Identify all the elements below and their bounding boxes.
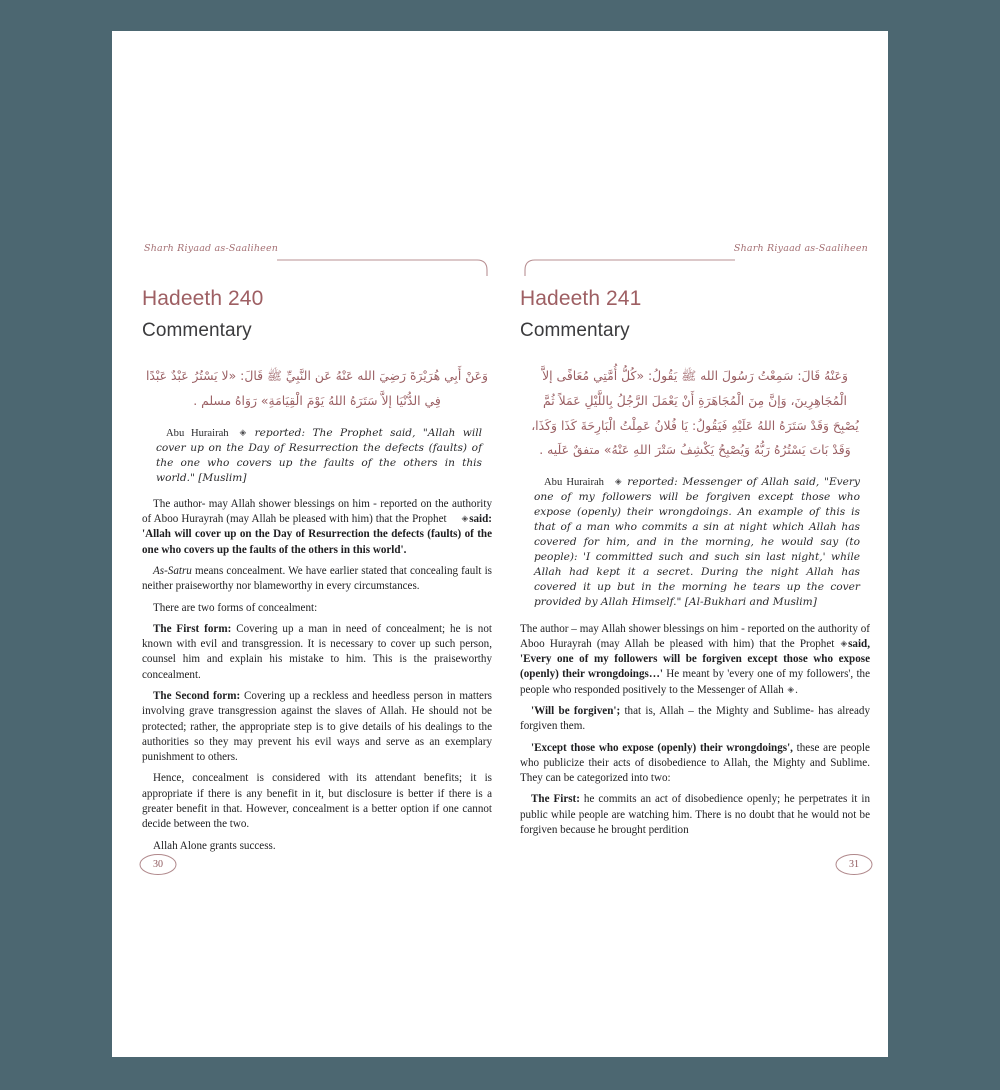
arabic-hadeeth-right [520,364,870,463]
folio-right [834,852,874,877]
arabic-line: الْمُجَاهِرِينَ، وَإنَّ مِنَ الْمُجَاهَرَةِ أَنْ يَعْمَلَ الرَّجُلُ بِاللَّيْلِ عَمَلاً ثُمَّ [543,392,847,408]
translation-text: reported: Messenger of Allah said, "Every one of my followers will be forgiven except those who expose (openly) their wrongdoings. An example of this is that of a man who commits a sin at night which Allah has covered for him, and in the morning, he would say (to people): 'I committed such and such sin last night,' while Allah had kept it a secret. During the night Allah has covered it up but in the morning he tears up the cover provided by Allah Himself." [Al-Bukhari and Muslim] [534,476,860,609]
hadeeth-translation-right [520,475,870,610]
header-rule-left [277,255,492,277]
folio-left [138,852,178,877]
book-page-right [520,243,870,870]
section-title-left: Commentary [142,320,252,342]
book-spread [112,31,888,1057]
arabic-line: وَعَنْ أَبِي هُرَيْرَةَ رَضِيَ الله عَنْهُ عَن النَّبِيِّ ﷺ قَالَ: «لا يَسْتُرُ عَبْدٌ عَبْدًا [145,367,489,383]
paragraph: The author- may Allah shower blessings on him - reported on the authority of Aboo Hurayrah (may Allah be pleased with him) that the Prophet ◈said: 'Allah will cover up on the Day of Resurrection the defects (faults) of the one who covers up the faults of the others in this world'. [142,497,492,556]
paragraph: The First: he commits an act of disobedience openly; he perpetrates it in public while people are watching him. There is no doubt that he would not be forgiven because he brought perdition [520,793,870,837]
translation-text: reported: The Prophet said, "Allah will cover up on the Day of Resurrection the defects (faults) of the one who covers up the faults of the others in this world." [Muslim] [156,426,482,484]
honorific-icon: ◈ [787,684,795,695]
page-title-right: Hadeeth 241 [520,287,642,310]
paragraph: Allah Alone grants success. [153,839,276,852]
commentary-body-right [520,622,870,839]
page-number: 30 [153,859,163,870]
honorific-icon: ◈ [239,427,247,438]
running-header-text: Sharh Riyaad as-Saaliheen [733,243,868,254]
arabic-line: فِي الدُّنْيَا إلاَّ سَتَرَهُ اللهُ يَوْمَ الْقِيَامَةِ» رَوَاهُ مسلم . [193,392,441,408]
page-title-left: Hadeeth 240 [142,287,264,310]
narrator-name: Abu Hurairah [544,477,604,489]
running-header-left [142,243,492,273]
honorific-icon: ◈ [840,638,848,649]
section-title-right: Commentary [520,320,630,342]
arabic-line: وَعَنْهُ قَالَ: سَمِعْتُ رَسُولَ الله ﷺ يَقُولُ: «كُلُّ أُمَّتِي مُعَافًى إلاَّ [542,367,848,383]
paragraph: The First form: Covering up a man in need of concealment; he is not known with evil and transgression. It is necessary to cover up such person, counsel him and explain his mistake to him. This is the praiseworthy concealment. [142,622,492,681]
paragraph: The Second form: Covering up a reckless and heedless person in matters involving grave transgression against the slaves of Allah. He should not be protected; rather, the appropriate step is to give details of his dealings to the authorities so they may prevent his evil ways and serve as an exemplary punishment to others. [142,690,492,764]
paragraph: As-Satru means concealment. We have earlier stated that concealing fault is neither praiseworthy nor blameworthy in every circumstances. [142,564,492,593]
header-rule-right [520,255,735,277]
commentary-body-left [142,497,492,854]
book-page-left [142,243,492,870]
narrator-name: Abu Hurairah [166,427,229,439]
arabic-line: يُصْبِحَ وَقَدْ سَتَرَهُ اللهُ عَلَيْهِ فَيَقُولُ: يَا فُلانُ عَمِلْتُ الْبَارِحَةَ كَذَا وَكَذَا، [531,417,859,433]
running-header-text: Sharh Riyaad as-Saaliheen [144,243,279,254]
honorific-icon: ◈ [614,477,622,488]
paragraph: There are two forms of concealment: [153,601,318,614]
arabic-line: وَقَدْ بَاتَ يَسْتُرُهُ رَبُّهُ وَيُصْبِحُ يَكْشِفُ سَتْرَ اللهِ عَنْهُ» متفقٌ عَلَيه . [539,442,851,458]
arabic-hadeeth-left [142,364,492,414]
scanned-page-sheet [112,31,888,1057]
honorific-icon: ◈ [461,514,469,525]
paragraph: Hence, concealment is considered with its attendant benefits; it is appropriate if there is any benefit in it, but disclosure is better if there is a greater benefit in that. However, concealment is a better option if one cannot decide between the two. [142,772,492,831]
page-number: 31 [849,859,859,870]
paragraph: 'Will be forgiven'; that is, Allah – the Mighty and Sublime- has already forgiven them. [520,705,870,733]
hadeeth-translation-left [142,426,492,486]
running-header-right [520,243,870,273]
paragraph: 'Except those who expose (openly) their wrongdoings', these are people who publicize their acts of disobedience to Allah, the Mighty and Sublime. They can be categorized into two: [520,741,870,785]
paragraph: The author – may Allah shower blessings on him - reported on the authority of Aboo Hurayrah (may Allah be pleased with him) that the Prophet ◈said, 'Every one of my followers will be forgiven except those who expose (openly) their wrongdoings…' He meant by 'every one of my followers', the people who responded positively to the Messenger of Allah ◈. [520,622,870,696]
